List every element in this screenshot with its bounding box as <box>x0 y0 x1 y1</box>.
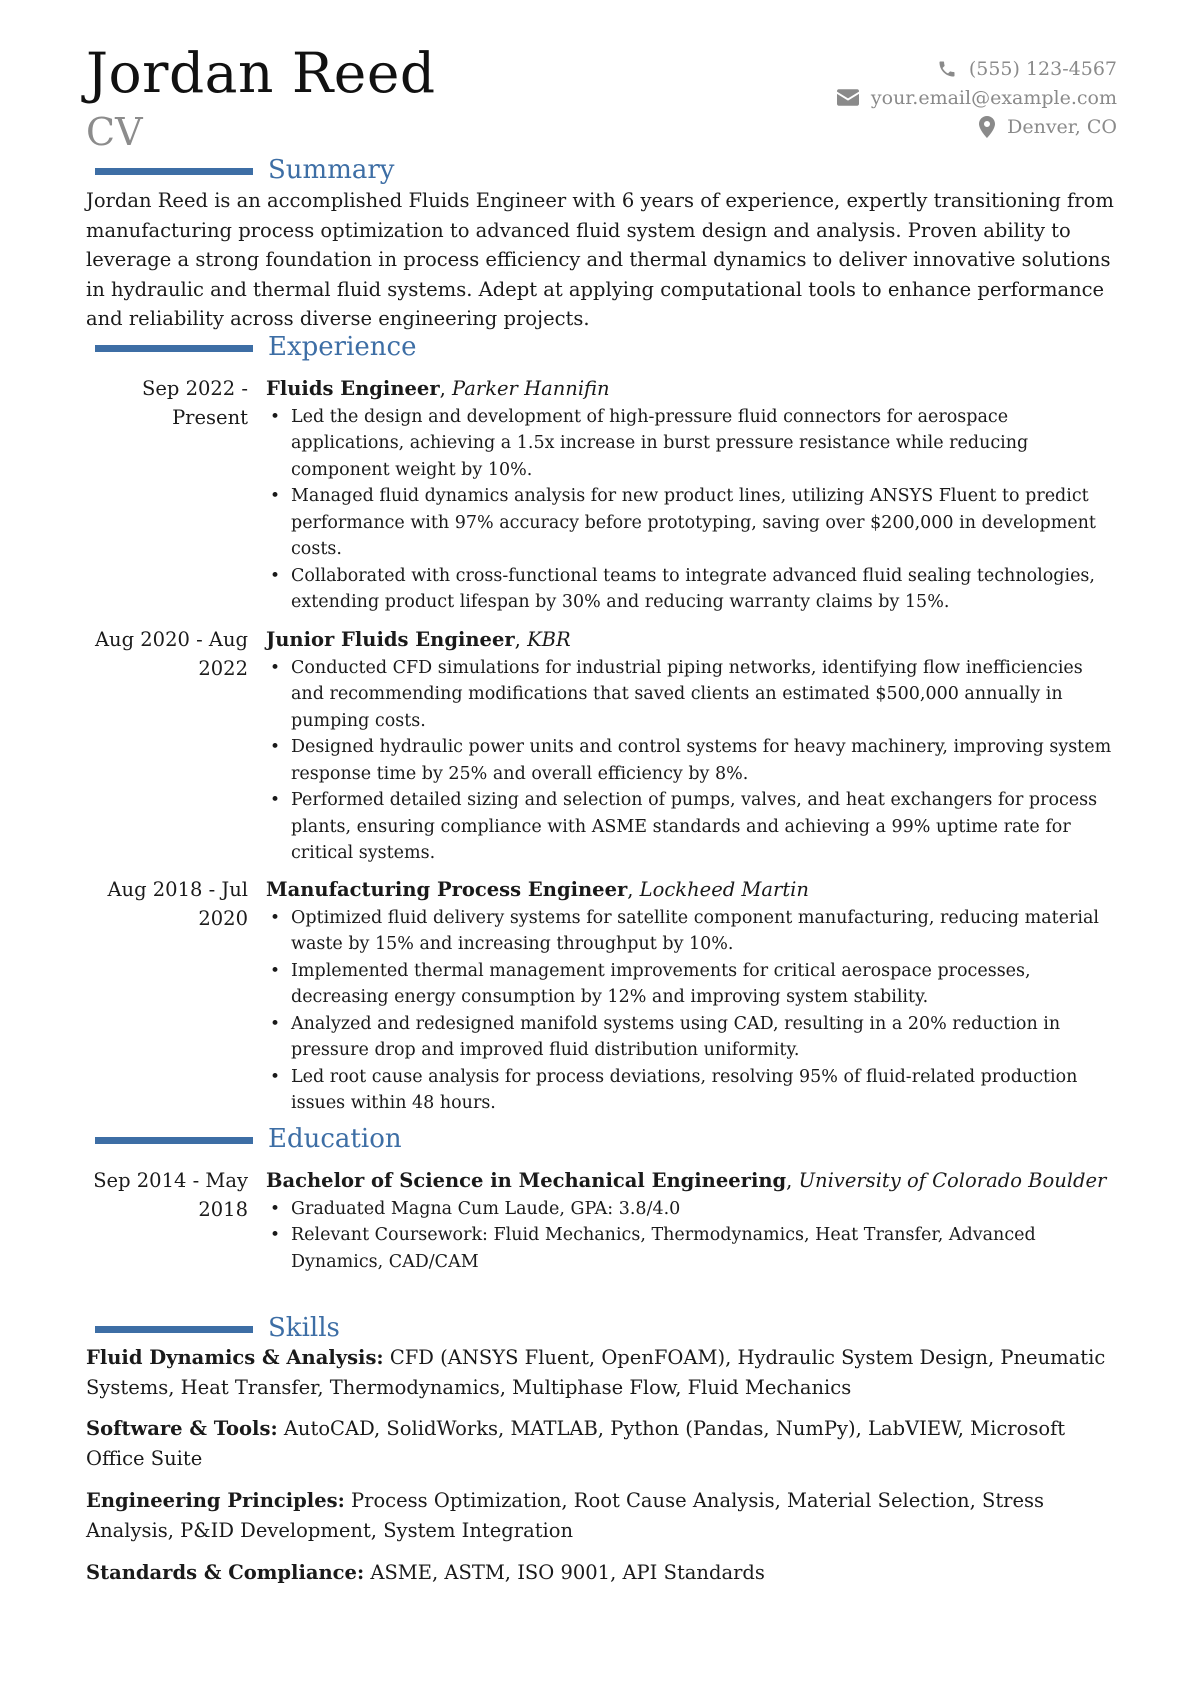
skill-label: Engineering Principles: <box>86 1489 345 1512</box>
location-text: Denver, CO <box>1007 115 1117 138</box>
entry-org: KBR <box>527 628 571 651</box>
candidate-name: Jordan Reed <box>86 41 436 105</box>
bullet-item: • Graduated Magna Cum Laude, GPA: 3.8/4.0 <box>266 1196 1116 1223</box>
map-pin-icon <box>979 116 995 138</box>
contact-email[interactable] <box>837 83 1117 112</box>
section-skills-heading <box>95 1313 1095 1345</box>
entry-org: Parker Hannifin <box>452 377 610 400</box>
bullet-item: • Relevant Coursework: Fluid Mechanics, Thermodynamics, Heat Transfer, Advanced Dynamics, CAD/CAM <box>266 1222 1116 1275</box>
bullet-item: • Led the design and development of high-pressure fluid connectors for aerospace applications, achieving a 1.5x increase in burst pressure resistance while reducing component weight by 10%. <box>266 404 1116 484</box>
skill-label: Standards & Compliance: <box>86 1561 365 1584</box>
section-title: Education <box>268 1124 402 1154</box>
entry-heading: Fluids Engineer, Parker Hannifin <box>266 377 610 400</box>
entry-role: Junior Fluids Engineer <box>266 628 515 651</box>
entry-date: Aug 2020 - Aug 2022 <box>94 628 248 680</box>
skill-label: Software & Tools: <box>86 1417 278 1440</box>
bullet-item: • Designed hydraulic power units and control systems for heavy machinery, improving system response time by 25% and overall efficiency by 8%. <box>266 734 1116 787</box>
entry-bullets <box>266 905 1116 1117</box>
section-accent-bar <box>95 168 253 175</box>
section-experience-heading <box>95 332 1095 364</box>
entry-heading: Bachelor of Science in Mechanical Engineering, University of Colorado Boulder <box>266 1169 1107 1192</box>
bullet-item: • Optimized fluid delivery systems for satellite component manufacturing, reducing material waste by 15% and increasing throughput by 10%. <box>266 905 1116 958</box>
skill-row <box>86 1414 1116 1473</box>
skill-label: Fluid Dynamics & Analysis: <box>86 1346 384 1369</box>
skill-value: AutoCAD, SolidWorks, MATLAB, Python (Pandas, NumPy), LabVIEW, Microsoft Office Suite <box>86 1417 1066 1470</box>
contact-phone[interactable] <box>837 54 1117 83</box>
envelope-icon <box>837 89 859 106</box>
skill-row <box>86 1558 1116 1588</box>
entry-role: Manufacturing Process Engineer <box>266 878 628 901</box>
entry-bullets <box>266 404 1116 616</box>
skill-value: CFD (ANSYS Fluent, OpenFOAM), Hydraulic System Design, Pneumatic Systems, Heat Transfer, Thermodynamics, Multiphase Flow, Fluid Mechanics <box>86 1346 1106 1399</box>
bullet-item: • Managed fluid dynamics analysis for new product lines, utilizing ANSYS Fluent to predict performance with 97% accuracy before prototyping, saving over $200,000 in development costs. <box>266 483 1116 563</box>
bullet-item: • Analyzed and redesigned manifold systems using CAD, resulting in a 20% reduction in pressure drop and improved fluid distribution uniformity. <box>266 1011 1116 1064</box>
phone-icon <box>937 59 957 79</box>
entry-institution: University of Colorado Boulder <box>798 1169 1107 1192</box>
entry-bullets <box>266 655 1116 867</box>
skill-row <box>86 1486 1116 1545</box>
entry-degree: Bachelor of Science in Mechanical Engineering <box>266 1169 787 1192</box>
phone-text: (555) 123-4567 <box>968 57 1117 80</box>
skill-value: ASME, ASTM, ISO 9001, API Standards <box>370 1561 765 1584</box>
section-accent-bar <box>95 1137 253 1144</box>
summary-text: Jordan Reed is an accomplished Fluids Engineer with 6 years of experience, expertly transitioning from manufacturing process optimization to advanced fluid system design and analysis. Proven ability to leverage a strong foundation in process efficiency and thermal dynamics to deliver innovative solutions in hydraulic and thermal fluid systems. Adept at applying computational tools to enhance performance and reliability across diverse engineering projects. <box>86 189 1114 330</box>
entry-date: Sep 2014 - May 2018 <box>93 1169 248 1221</box>
section-title: Summary <box>268 155 395 185</box>
entry-date: Aug 2018 - Jul 2020 <box>107 878 248 930</box>
entry-role: Fluids Engineer <box>266 377 440 400</box>
section-accent-bar <box>95 345 253 352</box>
section-education-heading <box>95 1124 1095 1156</box>
entry-org: Lockheed Martin <box>639 878 809 901</box>
section-title: Experience <box>268 332 417 362</box>
entry-heading: Junior Fluids Engineer, KBR <box>266 628 571 651</box>
section-summary-heading <box>95 155 1095 187</box>
contact-location <box>837 112 1117 141</box>
bullet-item: • Conducted CFD simulations for industrial piping networks, identifying flow inefficiencies and recommending modifications that saved clients an estimated $500,000 annually in pumping costs. <box>266 655 1116 735</box>
contact-block <box>837 54 1117 141</box>
bullet-item: • Collaborated with cross-functional teams to integrate advanced fluid sealing technologies, extending product lifespan by 30% and reducing warranty claims by 15%. <box>266 563 1116 616</box>
bullet-item: • Implemented thermal management improvements for critical aerospace processes, decreasing energy consumption by 12% and improving system stability. <box>266 958 1116 1011</box>
entry-date: Sep 2022 - Present <box>142 377 248 429</box>
bullet-item: • Performed detailed sizing and selection of pumps, valves, and heat exchangers for process plants, ensuring compliance with ASME standards and achieving a 99% uptime rate for critical systems. <box>266 787 1116 867</box>
entry-bullets <box>266 1196 1116 1276</box>
bullet-item: • Led root cause analysis for process deviations, resolving 95% of fluid-related production issues within 48 hours. <box>266 1064 1116 1117</box>
section-accent-bar <box>95 1326 253 1333</box>
skill-value: Process Optimization, Root Cause Analysis, Material Selection, Stress Analysis, P&ID Development, System Integration <box>86 1489 1045 1542</box>
entry-heading: Manufacturing Process Engineer, Lockheed Martin <box>266 878 809 901</box>
document-subtitle: CV <box>86 110 143 154</box>
email-text: your.email@example.com <box>870 86 1117 109</box>
section-title: Skills <box>268 1313 340 1343</box>
skill-row <box>86 1343 1116 1402</box>
